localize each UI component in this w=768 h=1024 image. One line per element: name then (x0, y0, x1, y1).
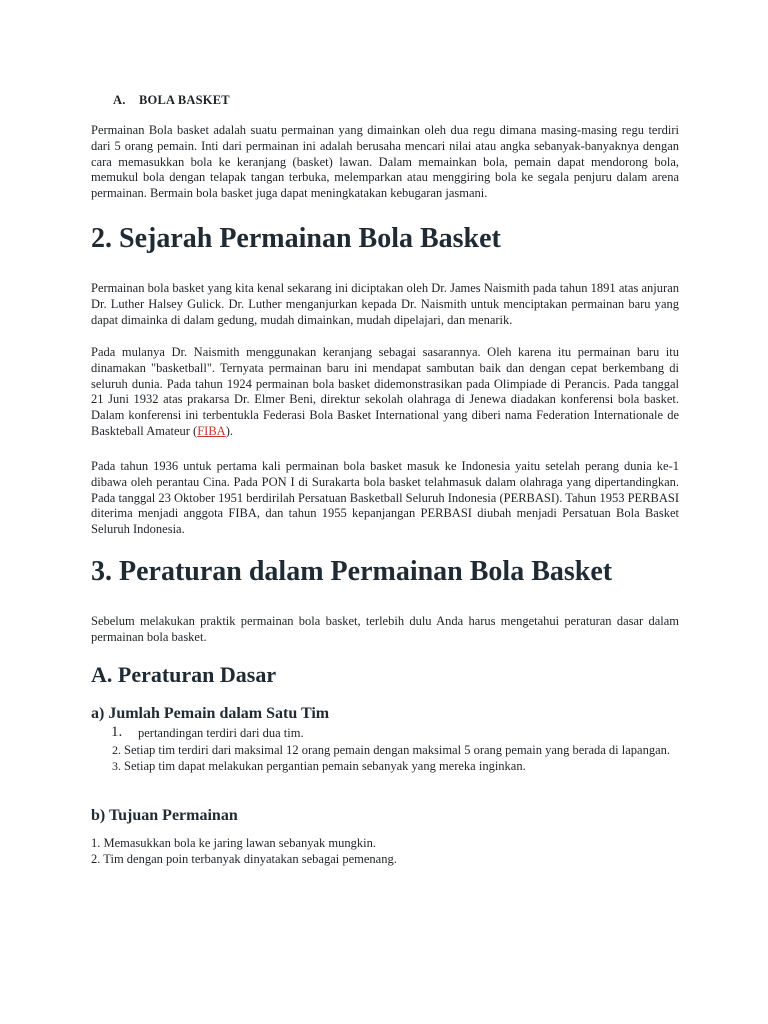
jumlah-pemain-list (91, 726, 679, 774)
list-item-text: pertandingan terdiri dari dua tim. (138, 726, 304, 740)
intro-paragraph: Permainan Bola basket adalah suatu permainan yang dimainkan oleh dua regu dimana masing-masing regu terdiri dari 5 orang pemain. Inti dari permainan ini adalah berusaha mencari nilai atau angka sebanyak-banyaknya dengan cara memasukkan bola ke keranjang (basket) lawan. Dalam memainkan bola, pemain dapat mendorong bola, memukul bola dengan telapak tangan terbuka, melemparkan atau menggiring bola ke segala penjuru dalam arena permainan. Bermain bola basket juga dapat meningkatakan kebugaran jasmani. (91, 123, 679, 201)
sejarah-paragraph-2-text: Pada mulanya Dr. Naismith menggunakan keranjang sebagai sasarannya. Oleh karena itu permainan baru itu dinamakan "basketball". Ternyata permainan baru ini mendapat sambutan baik dan dengan cepat berkembang di seluruh dunia. Pada tahun 1924 permainan bola basket didemonstrasikan pada Olimpiade di Perancis. Pada tanggal 21 Juni 1932 atas prakarsa Dr. Elmer Beni, direktur sekolah olahraga di Jenewa diadakan konferensi bola basket. Dalam konferensi ini terbentukla Federasi Bola Basket International yang diberi nama Federation Internationale de Baskteball Amateur ( (91, 345, 679, 438)
heading-peraturan: 3. Peraturan dalam Permainan Bola Basket (91, 556, 613, 587)
list-item (91, 743, 679, 759)
sejarah-paragraph-3: Pada tahun 1936 untuk pertama kali permainan bola basket masuk ke Indonesia yaitu setelah perang dunia ke-1 dibawa oleh perantau Cina. Pada PON I di Surakarta bola basket telahmasuk dalam olahraga yang dipertandingkan. Pada tanggal 23 Oktober 1951 berdirilah Persatuan Basketball Seluruh Indonesia (PERBASI). Tahun 1953 PERBASI diterima menjadi anggota FIBA, dan tahun 1955 kepanjangan PERBASI diubah menjadi Persatuan Bola Basket Seluruh Indonesia. (91, 459, 679, 537)
list-item-number: 2. (112, 742, 121, 757)
list-item: 2. Tim dengan poin terbanyak dinyatakan sebagai pemenang. (91, 851, 397, 866)
heading-jumlah-pemain: a) Jumlah Pemain dalam Satu Tim (91, 705, 330, 722)
list-item-text: Setiap tim terdiri dari maksimal 12 orang pemain dengan maksimal 5 orang pemain yang berada di lapangan. (124, 742, 671, 757)
list-item (91, 726, 679, 742)
heading-tujuan-permainan: b) Tujuan Permainan (91, 807, 238, 824)
list-item-number: 3. (112, 758, 121, 773)
list-item-number: 1. (111, 724, 123, 740)
sejarah-paragraph-2-end: ). (225, 423, 234, 438)
tujuan-permainan-list (91, 836, 679, 868)
fiba-link[interactable]: FIBA (197, 423, 226, 438)
peraturan-intro: Sebelum melakukan praktik permainan bola basket, terlebih dulu Anda harus mengetahui peraturan dasar dalam permainan bola basket. (91, 614, 679, 644)
heading-sejarah: 2. Sejarah Permainan Bola Basket (91, 223, 501, 254)
list-item: 1. Memasukkan bola ke jaring lawan sebanyak mungkin. (91, 836, 376, 850)
section-a-title: BOLA BASKET (139, 93, 230, 107)
list-item-text: Setiap tim dapat melakukan pergantian pemain sebanyak yang mereka inginkan. (124, 758, 526, 773)
list-item (91, 759, 679, 775)
sejarah-paragraph-1: Permainan bola basket yang kita kenal sekarang ini diciptakan oleh Dr. James Naismith pada tahun 1891 atas anjuran Dr. Luther Halsey Gulick. Dr. Luther menganjurkan kepada Dr. Naismith untuk menciptakan permainan baru yang dapat dimainka di dalam gedung, mudah dimainkan, mudah dipelajari, dan menarik. (91, 281, 679, 327)
sejarah-paragraph-2 (91, 345, 679, 440)
heading-peraturan-dasar: A. Peraturan Dasar (91, 662, 277, 687)
section-a-number: A. (113, 93, 126, 107)
section-a-heading (113, 93, 230, 108)
